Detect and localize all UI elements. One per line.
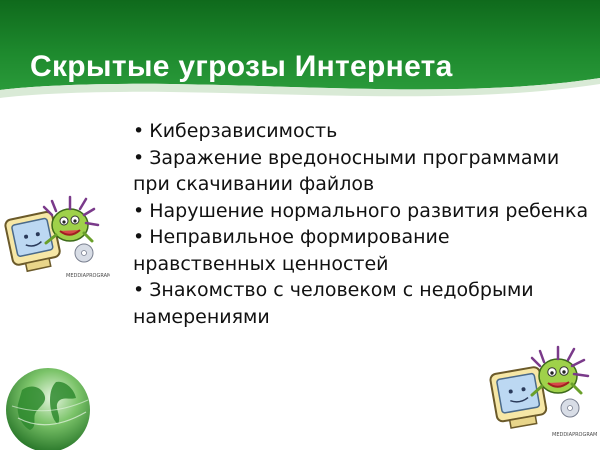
bullet-item: • Нарушение нормального развития ребенка [133, 199, 589, 222]
slide-title: Скрытые угрозы Интернета [30, 50, 453, 83]
clipart-caption: MEDDIAPROGRAM [66, 273, 110, 279]
virus-monster-icon [0, 185, 110, 295]
globe-icon [0, 360, 90, 455]
bullet-item: • Неправильное формирование нравственных ценностей [133, 226, 450, 275]
bullet-item: • Заражение вредоносными программами при скачивании файлов [133, 146, 560, 195]
header-banner [0, 0, 600, 100]
virus-monster-icon [482, 338, 597, 448]
bullet-list [133, 118, 593, 330]
clipart-caption: MEDDIAPROGRAM [552, 432, 597, 438]
bullet-item: • Знакомство с человеком с недобрыми намерениями [133, 279, 534, 328]
bullet-item: • Киберзависимость [133, 120, 338, 142]
